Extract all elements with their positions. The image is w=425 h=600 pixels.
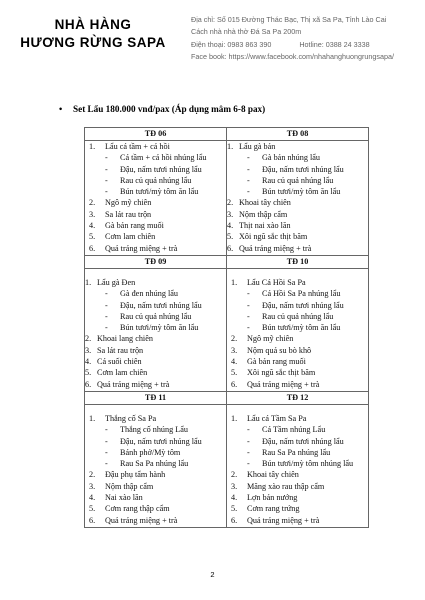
- menu-cell: [85, 268, 227, 391]
- menu-cell: [227, 141, 369, 256]
- item-marker: 6.: [85, 379, 92, 389]
- menu-sub-item: [227, 152, 368, 163]
- distance-text: Cách nhà nhà thờ Đá Sa Pa 200m: [191, 27, 302, 37]
- brand-line-1: NHÀ HÀNG: [54, 17, 132, 32]
- item-text: Cơm rang thập cẩm: [105, 504, 170, 514]
- item-text: Khoai tây chiên: [239, 198, 291, 208]
- item-text: Cá tầm + cá hồi nhúng lẩu: [120, 153, 207, 163]
- menu-item: [227, 515, 368, 526]
- menu-item: [227, 413, 368, 424]
- menu-item: [227, 333, 368, 344]
- menu-sub-item: [85, 458, 226, 469]
- item-marker: -: [105, 425, 108, 435]
- item-marker: 2.: [227, 198, 234, 208]
- table-row: [85, 404, 369, 527]
- item-text: Đậu, nấm tươi nhúng lẩu: [120, 436, 202, 446]
- item-marker: -: [105, 323, 108, 333]
- section-title: Set Lẩu 180.000 vnđ/pax (Áp dụng mâm 6-8 pax): [73, 104, 266, 114]
- menu-item: [85, 379, 226, 390]
- item-marker: -: [247, 436, 250, 446]
- menu-item: [85, 243, 226, 254]
- table-row: [85, 141, 369, 256]
- item-text: Lẩu cá Tầm Sa Pa: [247, 413, 307, 423]
- item-marker: -: [105, 447, 108, 457]
- item-text: Nộm quả su bò khô: [247, 345, 312, 355]
- menu-item: [85, 356, 226, 367]
- item-marker: 1.: [85, 277, 92, 287]
- menu-sub-item: [85, 436, 226, 447]
- item-text: Cá Tầm nhúng Lẩu: [262, 425, 326, 435]
- menu-item: [85, 277, 226, 288]
- menu-item: [227, 345, 368, 356]
- menu-item: [85, 413, 226, 424]
- item-marker: -: [247, 153, 250, 163]
- menu-item: [227, 277, 368, 288]
- item-marker: -: [247, 459, 250, 469]
- menu-item: [227, 197, 368, 208]
- item-marker: 6.: [231, 515, 238, 525]
- item-text: Xôi ngũ sắc thịt băm: [239, 232, 308, 242]
- item-text: Đậu, nấm tươi nhúng lẩu: [262, 164, 344, 174]
- item-marker: 5.: [89, 232, 96, 242]
- menu-item: [227, 379, 368, 390]
- item-text: Gà đen nhúng lẩu: [120, 289, 178, 299]
- item-marker: 3.: [85, 345, 92, 355]
- item-text: Ngô mỹ chiên: [105, 198, 152, 208]
- menu-item: [227, 141, 368, 152]
- menu-item: [85, 141, 226, 152]
- menu-item: [227, 481, 368, 492]
- item-marker: -: [105, 311, 108, 321]
- item-text: Thắng cố Sa Pa: [105, 413, 157, 423]
- item-marker: -: [247, 289, 250, 299]
- item-text: Đậu, nấm tươi nhúng lẩu: [262, 300, 344, 310]
- item-marker: 2.: [85, 334, 92, 344]
- menu-title: TĐ 09: [85, 255, 227, 268]
- menu-items: [85, 277, 226, 390]
- item-marker: -: [105, 153, 108, 163]
- item-text: Nộm thập cẩm: [105, 481, 154, 491]
- item-marker: 5.: [231, 368, 238, 378]
- item-marker: 2.: [89, 470, 96, 480]
- menu-item: [227, 209, 368, 220]
- item-marker: 2.: [231, 470, 238, 480]
- item-marker: -: [247, 300, 250, 310]
- menu-sub-item: [85, 152, 226, 163]
- item-marker: 4.: [227, 221, 234, 231]
- item-text: Cơm lam chiên: [97, 368, 148, 378]
- menu-sub-item: [227, 322, 368, 333]
- item-marker: 1.: [227, 142, 234, 151]
- menu-cell: [227, 268, 369, 391]
- item-text: Quả tráng miệng + trà: [247, 379, 320, 389]
- menu-title: TĐ 10: [227, 255, 369, 268]
- item-marker: 4.: [231, 357, 238, 367]
- menu-title: TĐ 12: [227, 391, 369, 404]
- item-marker: 6.: [231, 379, 238, 389]
- item-text: Đậu phụ tẩm hành: [105, 470, 166, 480]
- item-text: Rau củ quả nhúng lẩu: [120, 311, 192, 321]
- item-marker: 5.: [85, 368, 92, 378]
- menu-item: [227, 220, 368, 231]
- menu-sub-item: [85, 300, 226, 311]
- item-text: Lẩu gà bản: [239, 142, 276, 151]
- item-marker: 6.: [227, 243, 234, 253]
- menu-sub-item: [227, 436, 368, 447]
- item-marker: 4.: [89, 221, 96, 231]
- item-text: Thắng cố nhúng Lẩu: [120, 425, 188, 435]
- item-marker: 1.: [231, 413, 238, 423]
- menu-item: [227, 243, 368, 254]
- menu-item: [227, 503, 368, 514]
- item-text: Bún tươi/mỳ tôm nhúng lẩu: [262, 459, 354, 469]
- menu-item: [227, 231, 368, 242]
- item-marker: 3.: [89, 481, 96, 491]
- menu-items: [227, 413, 368, 526]
- item-marker: -: [247, 311, 250, 321]
- menu-title: TĐ 08: [227, 128, 369, 141]
- table-row: [85, 255, 369, 268]
- menu-sub-item: [227, 300, 368, 311]
- menu-sub-item: [227, 424, 368, 435]
- menu-title: TĐ 11: [85, 391, 227, 404]
- menu-sub-item: [227, 164, 368, 175]
- menu-items: [85, 141, 226, 254]
- menu-title: TĐ 06: [85, 128, 227, 141]
- item-text: Gà bản rang muối: [105, 221, 164, 231]
- item-text: Nộm thập cẩm: [239, 209, 288, 219]
- menu-sub-item: [85, 186, 226, 197]
- item-text: Cơm lam chiên: [105, 232, 156, 242]
- menu-sub-item: [227, 447, 368, 458]
- item-marker: 3.: [231, 345, 238, 355]
- item-marker: -: [105, 289, 108, 299]
- menu-item: [85, 231, 226, 242]
- brand-line-2: HƯƠNG RỪNG SAPA: [20, 35, 166, 50]
- section-heading: [59, 104, 266, 114]
- item-text: Bún tươi/mỳ tôm ăn lẩu: [262, 323, 341, 333]
- item-marker: 6.: [89, 515, 96, 525]
- item-marker: 5.: [227, 232, 234, 242]
- menu-sub-item: [85, 447, 226, 458]
- page-number: 2: [210, 570, 215, 579]
- phone-text: Điện thoại: 0983 863 390: [191, 39, 272, 49]
- item-marker: -: [247, 164, 250, 174]
- menu-sub-item: [85, 175, 226, 186]
- menu-sub-item: [227, 175, 368, 186]
- item-marker: -: [105, 436, 108, 446]
- menu-item: [85, 220, 226, 231]
- menu-cell: [85, 404, 227, 527]
- item-text: Đậu, nấm tươi nhúng lẩu: [120, 300, 202, 310]
- item-text: Rau Sa Pa nhúng lẩu: [120, 459, 189, 469]
- item-text: Quả tráng miệng + trà: [239, 243, 312, 253]
- menu-items: [227, 277, 368, 390]
- menu-item: [85, 197, 226, 208]
- item-marker: -: [247, 447, 250, 457]
- item-text: Rau củ quả nhúng lẩu: [262, 175, 334, 185]
- bullet-icon: •: [59, 104, 63, 114]
- menu-sub-item: [227, 458, 368, 469]
- item-marker: 4.: [89, 493, 96, 503]
- item-marker: 3.: [231, 481, 238, 491]
- menu-sub-item: [85, 164, 226, 175]
- item-text: Sa lát rau trộn: [105, 209, 152, 219]
- menu-item: [85, 333, 226, 344]
- contact-info: [191, 14, 421, 64]
- phone-line: [191, 39, 421, 51]
- item-text: Quả tráng miệng + trà: [105, 515, 178, 525]
- item-text: Xôi ngũ sắc thịt băm: [247, 368, 316, 378]
- item-marker: 3.: [227, 209, 234, 219]
- item-text: Rau Sa Pa nhúng lẩu: [262, 447, 331, 457]
- item-text: Lẩu Cá Hồi Sa Pa: [247, 277, 306, 287]
- item-text: Bánh phở/Mỳ tôm: [120, 447, 181, 457]
- restaurant-brand: [10, 16, 176, 52]
- menu-item: [85, 492, 226, 503]
- item-text: Khoai lang chiên: [97, 334, 153, 344]
- item-text: Cá suối chiên: [97, 357, 142, 367]
- menu-item: [85, 469, 226, 480]
- item-marker: 1.: [231, 277, 238, 287]
- item-text: Măng xào rau thập cẩm: [247, 481, 325, 491]
- menu-sub-item: [227, 186, 368, 197]
- set-menu-table: [84, 127, 369, 528]
- menu-sub-item: [227, 311, 368, 322]
- item-marker: 4.: [85, 357, 92, 367]
- item-text: Gà bản rang muối: [247, 357, 306, 367]
- menu-sub-item: [85, 424, 226, 435]
- facebook-link[interactable]: Face book: https://www.facebook.com/nhahanghuongrungsapa/: [191, 52, 394, 62]
- item-marker: 4.: [231, 493, 238, 503]
- item-text: Quả tráng miệng + trà: [97, 379, 170, 389]
- menu-item: [227, 356, 368, 367]
- item-marker: -: [247, 323, 250, 333]
- menu-items: [227, 141, 368, 254]
- item-text: Thịt nai xào lăn: [239, 221, 291, 231]
- table-row: [85, 391, 369, 404]
- menu-item: [85, 515, 226, 526]
- item-text: Rau củ quả nhúng lẩu: [120, 175, 192, 185]
- item-text: Cá Hồi Sa Pa nhúng lẩu: [262, 289, 341, 299]
- menu-item: [85, 503, 226, 514]
- item-text: Ngô mỹ chiên: [247, 334, 294, 344]
- hotline-text: Hotline: 0388 24 3338: [299, 39, 370, 49]
- item-text: Rau củ quả nhúng lẩu: [262, 311, 334, 321]
- item-text: Lẩu gà Đen: [97, 277, 136, 287]
- menu-sub-item: [85, 322, 226, 333]
- table-row: [85, 268, 369, 391]
- menu-item: [85, 209, 226, 220]
- item-text: Quả tráng miệng + trà: [247, 515, 320, 525]
- item-marker: -: [105, 459, 108, 469]
- item-marker: 2.: [89, 198, 96, 208]
- menu-item: [85, 481, 226, 492]
- menu-item: [227, 492, 368, 503]
- item-text: Gà bản nhúng lẩu: [262, 153, 320, 163]
- table-row: [85, 128, 369, 141]
- item-text: Lợn bản nướng: [247, 493, 298, 503]
- item-marker: 5.: [231, 504, 238, 514]
- item-marker: -: [105, 175, 108, 185]
- item-marker: 3.: [89, 209, 96, 219]
- menu-item: [85, 345, 226, 356]
- item-text: Cơm rang trứng: [247, 504, 300, 514]
- menu-item: [227, 469, 368, 480]
- item-marker: -: [247, 187, 250, 197]
- item-text: Sa lát rau trộn: [97, 345, 144, 355]
- item-marker: -: [105, 164, 108, 174]
- menu-item: [85, 367, 226, 378]
- item-marker: 6.: [89, 243, 96, 253]
- menu-item: [227, 367, 368, 378]
- item-marker: -: [105, 187, 108, 197]
- item-marker: -: [247, 425, 250, 435]
- item-text: Nai xào lăn: [105, 493, 143, 503]
- menu-cell: [227, 404, 369, 527]
- item-marker: -: [247, 175, 250, 185]
- item-marker: 2.: [231, 334, 238, 344]
- item-text: Khoai tây chiên: [247, 470, 299, 480]
- menu-sub-item: [227, 288, 368, 299]
- item-marker: 1.: [89, 142, 96, 151]
- item-text: Bún tươi/mỳ tôm ăn lẩu: [120, 323, 199, 333]
- menu-sub-item: [85, 288, 226, 299]
- menu-cell: [85, 141, 227, 256]
- item-marker: 1.: [89, 413, 96, 423]
- item-marker: 5.: [89, 504, 96, 514]
- item-text: Đậu, nấm tươi nhúng lẩu: [120, 164, 202, 174]
- item-text: Lẩu cá tầm + cá hồi: [105, 142, 170, 151]
- item-text: Đậu, nấm tươi nhúng lẩu: [262, 436, 344, 446]
- item-text: Bún tươi/mỳ tôm ăn lẩu: [120, 187, 199, 197]
- address-text: Địa chỉ: Số 015 Đường Thác Bạc, Thị xã Sa Pa, Tỉnh Lào Cai: [191, 15, 387, 24]
- item-marker: -: [105, 300, 108, 310]
- item-text: Bún tươi/mỳ tôm ăn lẩu: [262, 187, 341, 197]
- menu-items: [85, 413, 226, 526]
- item-text: Quả tráng miệng + trà: [105, 243, 178, 253]
- menu-sub-item: [85, 311, 226, 322]
